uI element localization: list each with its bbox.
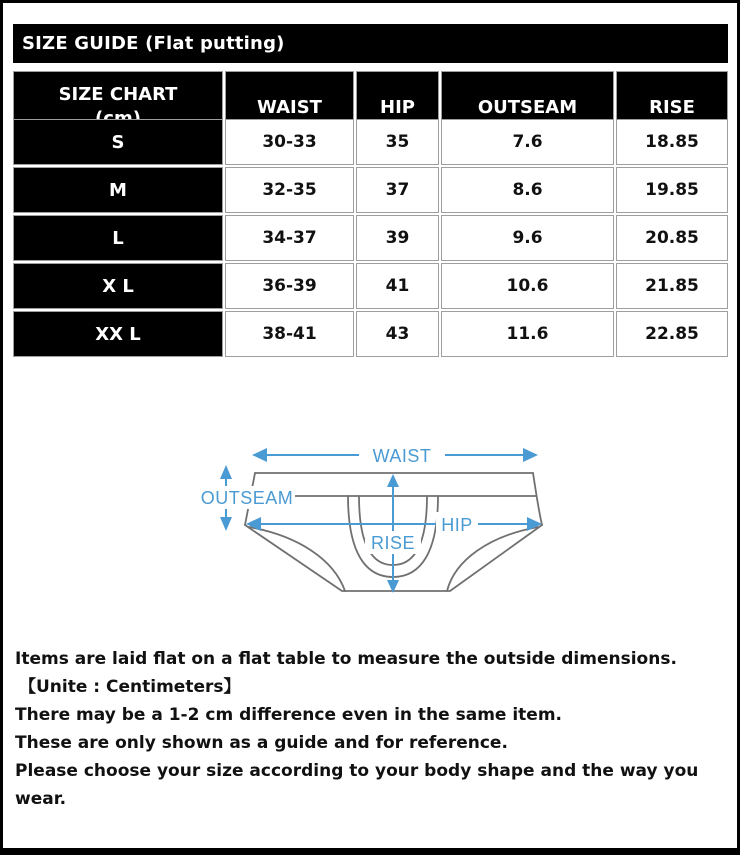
cell-xl-outseam: 10.6 bbox=[441, 263, 614, 309]
waist-label: WAIST bbox=[372, 446, 432, 466]
column-header-hip: HIP bbox=[356, 71, 439, 143]
note-line-1: Items are laid flat on a flat table to measure the outside dimensions. bbox=[15, 649, 677, 669]
cell-xxl-hip: 43 bbox=[356, 311, 439, 357]
measurement-arrows bbox=[220, 448, 542, 593]
cell-l-outseam: 9.6 bbox=[441, 215, 614, 261]
column-header-waist: WAIST bbox=[225, 71, 354, 143]
cell-xl-rise: 21.85 bbox=[616, 263, 728, 309]
note-line-4: These are only shown as a guide and for reference. bbox=[15, 733, 508, 753]
cell-xxl-outseam: 11.6 bbox=[441, 311, 614, 357]
measurement-diagram bbox=[3, 441, 740, 603]
cell-xl-waist: 36-39 bbox=[225, 263, 354, 309]
note-line-3: There may be a 1-2 cm difference even in the same item. bbox=[15, 705, 563, 725]
size-guide-title-bar bbox=[13, 24, 728, 63]
row-label-m: M bbox=[13, 167, 223, 213]
cell-m-waist: 32-35 bbox=[225, 167, 354, 213]
note-line-5: Please choose your size according to your body shape and the way you wear. bbox=[15, 761, 699, 809]
row-label-xl: X L bbox=[13, 263, 223, 309]
cell-xl-hip: 41 bbox=[356, 263, 439, 309]
column-header-rise: RISE bbox=[616, 71, 728, 143]
row-label-l: L bbox=[13, 215, 223, 261]
cell-m-hip: 37 bbox=[356, 167, 439, 213]
cell-xxl-rise: 22.85 bbox=[616, 311, 728, 357]
cell-s-waist: 30-33 bbox=[225, 119, 354, 165]
size-chart-table bbox=[13, 71, 728, 357]
cell-xxl-waist: 38-41 bbox=[225, 311, 354, 357]
outseam-label: OUTSEAM bbox=[200, 488, 294, 508]
cell-m-outseam: 8.6 bbox=[441, 167, 614, 213]
row-label-xxl: XX L bbox=[13, 311, 223, 357]
rise-label: RISE bbox=[370, 533, 416, 553]
cell-m-rise: 19.85 bbox=[616, 167, 728, 213]
page-title: SIZE GUIDE (Flat putting) bbox=[22, 33, 285, 54]
notes-block bbox=[15, 645, 707, 813]
cell-l-waist: 34-37 bbox=[225, 215, 354, 261]
column-header-outseam: OUTSEAM bbox=[441, 71, 614, 143]
hip-label: HIP bbox=[441, 515, 473, 535]
row-label-s: S bbox=[13, 119, 223, 165]
cell-l-hip: 39 bbox=[356, 215, 439, 261]
note-line-2: 【Unite : Centimeters】 bbox=[19, 677, 241, 697]
cell-s-hip: 35 bbox=[356, 119, 439, 165]
cell-s-outseam: 7.6 bbox=[441, 119, 614, 165]
cell-l-rise: 20.85 bbox=[616, 215, 728, 261]
cell-s-rise: 18.85 bbox=[616, 119, 728, 165]
size-chart-label: SIZE CHART bbox=[58, 84, 178, 105]
